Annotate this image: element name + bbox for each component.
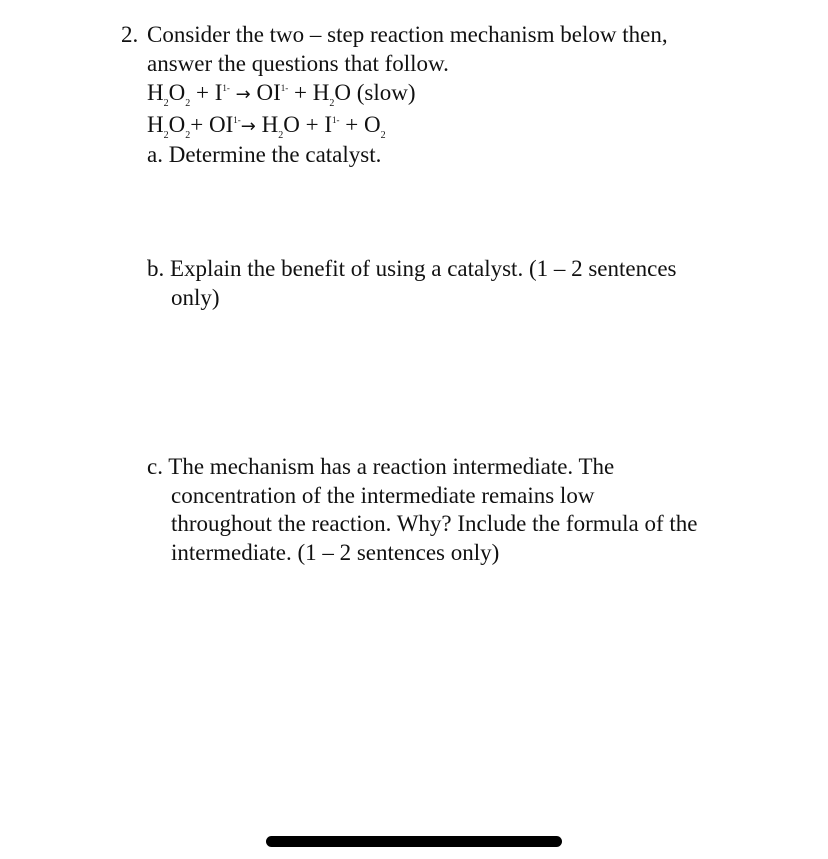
step2-plus-oxygen: + O <box>345 112 381 137</box>
part-a: a. Determine the catalyst. <box>147 142 382 167</box>
part-c-line-4: intermediate. (1 – 2 sentences only) <box>171 540 500 565</box>
step1-water-sub: 2 <box>329 98 335 109</box>
question-intro-line-1: Consider the two – step reaction mechanism below then, <box>147 22 668 47</box>
step1-product-oi: OI <box>256 80 281 105</box>
step1-plus-water-h: + H <box>294 80 330 105</box>
step2-water-o: O <box>283 112 300 137</box>
step2-water-sub: 2 <box>278 130 284 141</box>
step1-iodide-charge: 1- <box>222 83 230 93</box>
step1-oi-charge: 1- <box>280 83 289 93</box>
step2-h-sub: 2 <box>163 130 169 141</box>
step2-plus-oi: + OI <box>190 112 234 137</box>
question-number: 2. <box>121 22 139 47</box>
home-indicator[interactable] <box>266 836 562 847</box>
step1-h-sub: 2 <box>163 98 169 109</box>
part-c-line-1: c. The mechanism has a reaction intermediate. The <box>147 454 615 479</box>
step2-oi-charge: 1- <box>233 115 241 125</box>
part-b-line-1: b. Explain the benefit of using a catalyst. (1 – 2 sentences <box>147 256 677 281</box>
part-b-line-2: only) <box>171 285 220 310</box>
step1-arrow-icon: → <box>235 84 251 105</box>
step2-o-sub: 2 <box>185 130 191 141</box>
part-c-line-3: throughout the reaction. Why? Include the formula of the <box>171 511 698 536</box>
step1-o: O <box>168 80 186 105</box>
step1-plus-iodide: + I <box>196 80 223 105</box>
step1-h: H <box>147 80 164 105</box>
question-intro-line-2: answer the questions that follow. <box>147 51 449 76</box>
step2-o: O <box>168 112 186 137</box>
step2-arrow-icon: → <box>240 116 256 137</box>
step2-h: H <box>147 112 164 137</box>
step1-water-o: O <box>334 80 351 105</box>
step2-plus-iodide: + I <box>305 112 332 137</box>
part-c-line-2: concentration of the intermediate remains low <box>171 483 595 508</box>
mechanism-step-1 <box>147 78 416 109</box>
step2-iodide-charge: 1- <box>331 115 340 125</box>
step2-water-h: H <box>261 112 279 137</box>
mechanism-step-2 <box>147 110 386 141</box>
step1-rate-note: (slow) <box>356 80 416 105</box>
step1-o-sub: 2 <box>185 98 191 109</box>
step2-oxygen-sub: 2 <box>380 130 386 141</box>
